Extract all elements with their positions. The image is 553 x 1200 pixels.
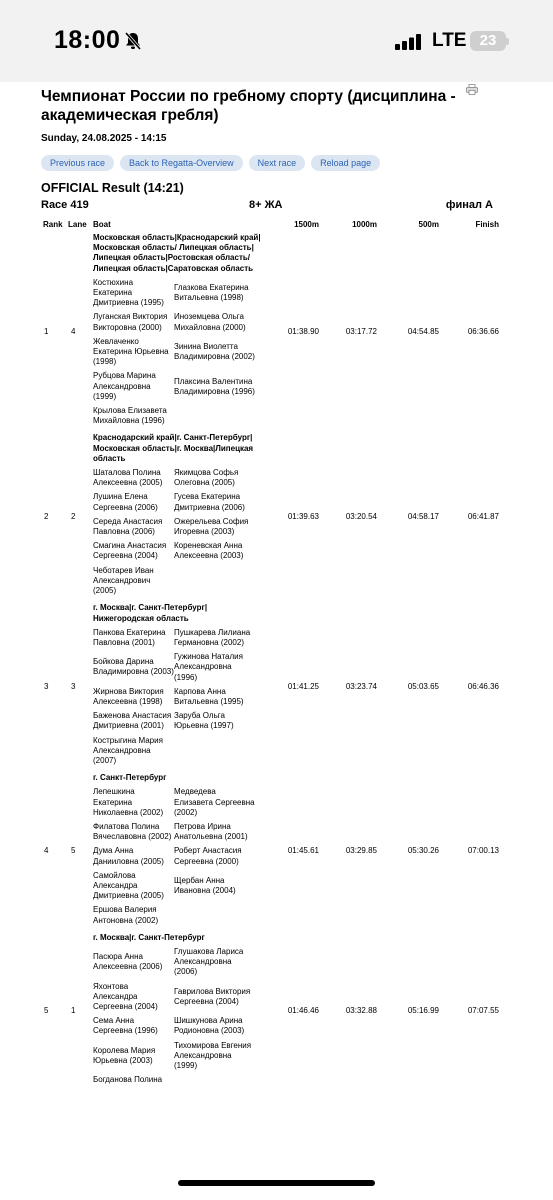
crew-member: Дума Анна Данииловна (2005) — [93, 846, 164, 866]
page-title: Чемпионат России по гребному спорту (дисциплина - академическая гребля) — [41, 88, 456, 124]
finish-time: 06:36.66 — [467, 326, 499, 336]
club-name: г. Санкт-Петербург — [93, 773, 167, 783]
crew-member: Рубцова Марина Александровна (1999) — [93, 371, 156, 401]
crew-member: Яхонтова Александра Сергеевна (2004) — [93, 981, 158, 1011]
rank-cell: 1 — [44, 326, 49, 336]
table-row — [41, 601, 501, 771]
club-name: Московская область|Краснодарский край|Московская область/ Липецкая область|Липецкая область|Ростовская область/Липецкая область|Саратовская область — [93, 233, 261, 273]
crew-member: Кореневская Анна Алексеевна (2003) — [174, 541, 244, 561]
club-name: г. Москва|г. Санкт-Петербург — [93, 932, 205, 942]
crew-member: Жирнова Виктория Алексеевна (1998) — [93, 686, 164, 706]
crew-member: Смагина Анастасия Сергеевна (2004) — [93, 541, 167, 561]
crew-list — [93, 945, 261, 1087]
crew-list — [93, 626, 261, 768]
boat-cell — [93, 431, 261, 601]
crew-member — [174, 734, 256, 769]
finish-time: 06:46.36 — [467, 681, 499, 691]
race-date: Sunday, 24.08.2025 - 14:15 — [41, 133, 167, 144]
crew-member: Ожерельева София Игоревна (2003) — [174, 516, 249, 537]
reload-page-button[interactable]: Reload page — [311, 155, 380, 171]
result-title: OFFICIAL Result (14:21) — [41, 181, 184, 195]
finish-time: 07:07.55 — [467, 1006, 499, 1016]
crew-member: Баженова Анастасия Дмитриевна (2001) — [93, 711, 172, 731]
results-table — [41, 217, 501, 1090]
table-row — [41, 771, 501, 931]
rank-cell: 2 — [44, 511, 49, 521]
split-500m: 04:54.85 — [407, 326, 439, 336]
crew-member: Гужинова Наталия Александровна (1996) — [174, 652, 243, 682]
boat-class: 8+ ЖА — [249, 199, 283, 211]
boat-cell — [93, 931, 261, 1091]
crew-member: Пушкарева Лилиана Германовна (2002) — [174, 627, 251, 647]
crew-member: Лепешкина Екатерина Николаевна (2002) — [93, 787, 164, 817]
boat-cell — [93, 231, 261, 431]
crew-member: Панкова Екатерина Павловна (2001) — [93, 627, 166, 647]
crew-member: Гусева Екатерина Дмитриевна (2006) — [174, 492, 245, 512]
split-1000m: 03:20.54 — [345, 511, 377, 521]
table-header-row — [41, 217, 501, 231]
battery-level: 23 — [479, 32, 497, 49]
crew-member: Королева Мария Юрьевна (2003) — [93, 1045, 156, 1065]
header-boat: Boat — [93, 219, 111, 229]
split-1500m: 01:38.90 — [287, 326, 319, 336]
rank-cell: 5 — [44, 1006, 49, 1016]
signal-icon — [395, 34, 423, 50]
rank-cell: 3 — [44, 681, 49, 691]
crew-member: Луганская Виктория Викторовна (2000) — [93, 312, 168, 332]
crew-member: Медведева Елизавета Сергеевна (2002) — [174, 787, 255, 817]
race-info — [41, 199, 501, 214]
crew-member: Костюхина Екатерина Дмитриевна (1995) — [93, 277, 164, 308]
crew-member: Богданова Полина — [93, 1075, 163, 1085]
bell-muted-icon — [124, 31, 142, 51]
split-500m: 04:58.17 — [407, 511, 439, 521]
race-number: Race 419 — [41, 199, 89, 211]
header-1000m: 1000m — [352, 219, 377, 229]
crew-member: Карпова Анна Витальевна (1995) — [174, 686, 244, 706]
header-lane: Lane — [68, 219, 87, 229]
status-time: 18:00 — [54, 26, 121, 54]
table-row — [41, 231, 501, 431]
crew-member: Петрова Ирина Анатольевна (2001) — [174, 821, 248, 842]
crew-member: Шаталова Полина Алексеевна (2005) — [93, 468, 163, 488]
boat-cell — [93, 601, 261, 771]
header-500m: 500m — [418, 219, 439, 229]
crew-member: Тихомирова Евгения Александровна (1999) — [174, 1040, 252, 1071]
home-indicator — [178, 1180, 375, 1186]
split-1000m: 03:23.74 — [345, 681, 377, 691]
split-500m: 05:16.99 — [407, 1006, 439, 1016]
crew-member: Бойкова Дарина Владимировна (2003) — [93, 657, 174, 677]
split-500m: 05:30.26 — [407, 846, 439, 856]
crew-member: Сема Анна Сергеевна (1996) — [93, 1016, 158, 1036]
back-to-overview-button[interactable]: Back to Regatta-Overview — [120, 155, 243, 171]
crew-member: Щербан Анна Ивановна (2004) — [174, 875, 236, 896]
club-name: Краснодарский край|г. Санкт-Петербург|Московская область|г. Москва|Липецкая область — [93, 433, 254, 463]
results-body — [41, 231, 501, 1090]
crew-member: Иноземцева Ольга Михайловна (2000) — [174, 312, 246, 332]
print-icon[interactable] — [466, 84, 478, 95]
lane-cell: 4 — [71, 326, 76, 336]
crew-member: Глазкова Екатерина Витальевна (1998) — [174, 282, 249, 303]
split-1500m: 01:41.25 — [287, 681, 319, 691]
boat-cell — [93, 771, 261, 931]
split-1000m: 03:32.88 — [345, 1006, 377, 1016]
crew-member: Шишкунова Арина Родионовна (2003) — [174, 1016, 245, 1036]
split-1500m: 01:39.63 — [287, 511, 319, 521]
race-navigation — [41, 155, 501, 171]
final-name: финал А — [445, 199, 493, 211]
page-header — [41, 82, 501, 214]
crew-member: Чеботарев Иван Александрович (2005) — [93, 565, 154, 596]
crew-member — [174, 404, 256, 428]
header-1500m: 1500m — [294, 219, 319, 229]
next-race-button[interactable]: Next race — [249, 155, 306, 171]
crew-list — [93, 276, 261, 429]
status-bar — [0, 0, 553, 82]
split-1000m: 03:29.85 — [345, 846, 377, 856]
crew-member: Ершова Валерия Антоновна (2002) — [93, 905, 159, 925]
finish-time: 06:41.87 — [467, 511, 499, 521]
crew-member: Самойлова Александра Дмитриевна (2005) — [93, 870, 164, 901]
finish-time: 07:00.13 — [467, 846, 499, 856]
crew-member: Крылова Елизавета Михайловна (1996) — [93, 406, 167, 426]
previous-race-button[interactable]: Previous race — [41, 155, 114, 171]
crew-member: Зинина Виолетта Владимировна (2002) — [174, 341, 255, 362]
crew-member — [174, 1073, 256, 1087]
lane-cell: 5 — [71, 846, 76, 856]
crew-member: Гаврилова Виктория Сергеевна (2004) — [174, 986, 251, 1006]
crew-member: Заруба Ольга Юрьевна (1997) — [174, 711, 234, 731]
rank-cell: 4 — [44, 846, 49, 856]
crew-member: Кострыгина Мария Александровна (2007) — [93, 735, 163, 765]
network-type: LTE — [432, 30, 467, 51]
header-rank: Rank — [43, 219, 63, 229]
header-finish: Finish — [475, 219, 499, 229]
crew-member: Филатова Полина Вячеславовна (2002) — [93, 821, 172, 842]
crew-member: Середа Анастасия Павловна (2006) — [93, 516, 163, 537]
battery-cap — [506, 38, 509, 45]
battery-icon — [470, 31, 506, 51]
crew-member: Якимцова Софья Олеговна (2005) — [174, 468, 239, 488]
table-row — [41, 431, 501, 601]
crew-list — [93, 785, 261, 927]
lane-cell: 2 — [71, 511, 76, 521]
lane-cell: 3 — [71, 681, 76, 691]
lane-cell: 1 — [71, 1006, 76, 1016]
crew-member — [174, 903, 256, 927]
club-name: г. Москва|г. Санкт-Петербург|Нижегородская область — [93, 603, 208, 623]
crew-member: Жевлаченко Екатерина Юрьевна (1998) — [93, 336, 169, 367]
crew-member: Глушакова Лариса Александровна (2006) — [174, 946, 244, 977]
split-1500m: 01:45.61 — [287, 846, 319, 856]
crew-list — [93, 466, 261, 598]
crew-member: Плаксина Валентина Владимировна (1996) — [174, 376, 255, 396]
crew-member — [174, 564, 256, 599]
split-500m: 05:03.65 — [407, 681, 439, 691]
split-1000m: 03:17.72 — [345, 326, 377, 336]
split-1500m: 01:46.46 — [287, 1006, 319, 1016]
crew-member: Роберт Анастасия Сергеевна (2000) — [174, 846, 242, 866]
table-row — [41, 931, 501, 1091]
crew-member: Лушина Елена Сергеевна (2006) — [93, 492, 158, 512]
crew-member: Пасюра Анна Алексеевна (2006) — [93, 952, 163, 972]
